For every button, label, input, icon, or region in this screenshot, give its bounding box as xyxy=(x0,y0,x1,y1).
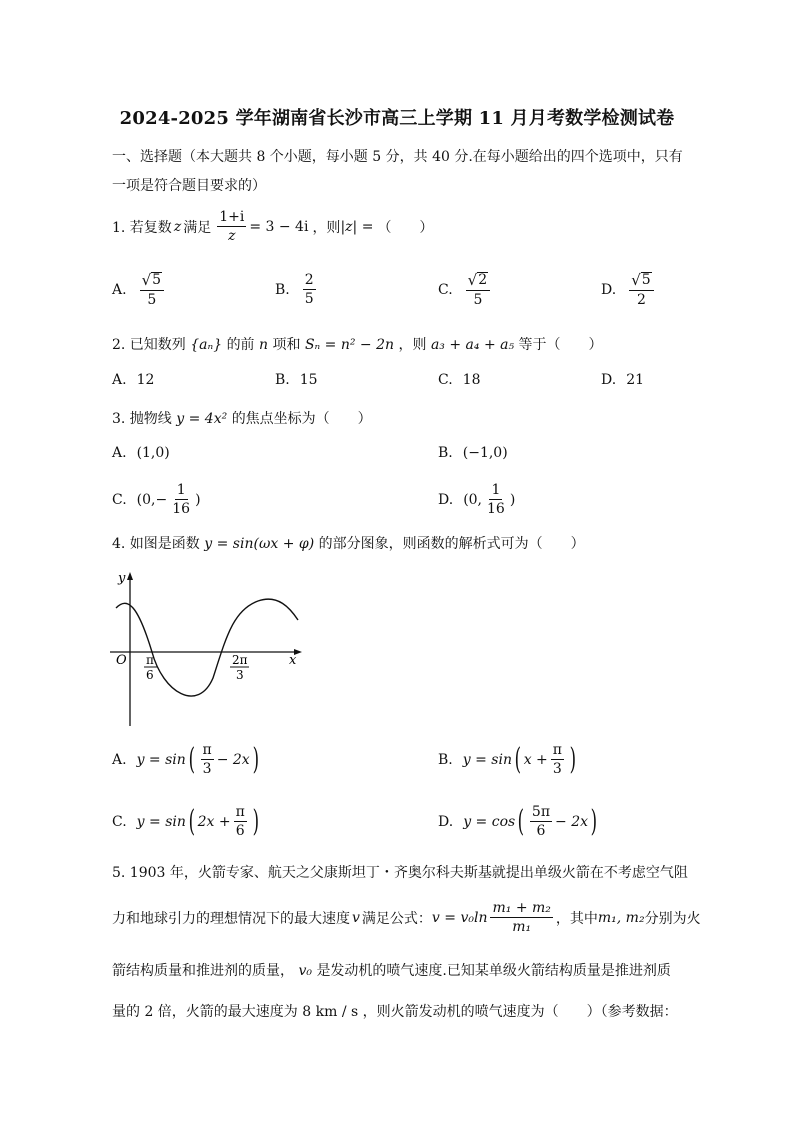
q2-option-a[interactable] xyxy=(112,372,154,388)
frac-num: π xyxy=(202,742,212,758)
q2-end: 等于（ ） xyxy=(518,337,603,353)
frac-den: 6 xyxy=(235,823,245,839)
option-rest: − 2x xyxy=(555,813,588,830)
option-label: C. xyxy=(438,282,453,298)
option-fraction xyxy=(530,804,552,839)
frac-den: 3 xyxy=(202,761,212,777)
q1-var: z xyxy=(173,218,182,235)
section-heading-line2: 一项是符合题目要求的） xyxy=(112,178,266,194)
q1-option-d[interactable] xyxy=(601,272,657,308)
q1-fraction xyxy=(217,209,246,244)
frac-den: m₁ xyxy=(512,919,532,935)
q2-mid2: 项和 xyxy=(272,337,301,353)
q5-line2c: ，其中 xyxy=(555,910,598,927)
option-label: A. xyxy=(112,372,127,388)
frac-den: 5 xyxy=(473,292,483,308)
q5-formula-fraction xyxy=(490,900,552,935)
option-label: B. xyxy=(275,372,290,388)
option-pre: (0,− xyxy=(136,491,168,508)
q2-seq: {aₙ} xyxy=(190,337,223,353)
frac-den: 5 xyxy=(304,291,314,307)
option-rest: x + xyxy=(523,751,548,768)
frac-num: 1 xyxy=(491,482,501,498)
q2-tail: ，则 xyxy=(398,337,427,353)
option-pre: y = cos xyxy=(463,813,516,830)
q2-formula: Sₙ = n² − 2n xyxy=(304,337,395,353)
q5-line2a: 力和地球引力的理想情况下的最大速度 xyxy=(112,910,350,927)
option-label: C. xyxy=(438,372,453,388)
option-post: ) xyxy=(195,491,201,508)
q5-line2 xyxy=(112,900,701,935)
frac-num: 5 xyxy=(641,272,651,288)
frac-num: 2 xyxy=(478,272,488,288)
q1-prefix: 1. 若复数 xyxy=(112,219,172,236)
option-text: 15 xyxy=(299,372,318,388)
q5-v: v xyxy=(352,909,360,926)
frac-den: 5 xyxy=(147,292,157,308)
q4-prefix: 4. 如图是函数 xyxy=(112,536,200,552)
option-pre: (0, xyxy=(463,491,483,508)
tick1-num: π xyxy=(146,653,154,667)
q1-option-c[interactable] xyxy=(438,272,493,308)
q4-option-d[interactable]: D. y = cos ( $\frac{5\pi}{6}$ − 2x ) xyxy=(438,803,598,839)
frac-num: 5π xyxy=(531,804,551,820)
tick2-num: 2π xyxy=(232,653,248,667)
option-post: ) xyxy=(509,491,516,508)
option-fraction xyxy=(170,482,192,517)
q4-sine-graph xyxy=(108,568,308,728)
option-label: A. xyxy=(112,751,127,768)
option-label: D. xyxy=(438,491,454,508)
q5-line3b: 是发动机的喷气速度.已知某单级火箭结构质量是推进剂质 xyxy=(316,963,671,979)
frac-den: 16 xyxy=(172,501,191,517)
q5-line2d: 分别为火 xyxy=(644,910,701,927)
q1-rhs: = 3 − 4i xyxy=(249,218,309,235)
tick1-den: 6 xyxy=(146,668,154,682)
option-label: B. xyxy=(275,281,290,298)
frac-den: 3 xyxy=(552,761,562,777)
frac-num: 2 xyxy=(304,272,314,288)
frac-num: m₁ + m₂ xyxy=(492,900,551,916)
option-text: (1,0) xyxy=(136,445,170,461)
option-fraction xyxy=(551,742,564,777)
frac-num: π xyxy=(235,804,245,820)
q2-prefix: 2. 已知数列 xyxy=(112,337,186,353)
y-axis-label: y xyxy=(118,571,126,586)
q3-prefix: 3. 抛物线 xyxy=(112,411,172,427)
q2-option-d[interactable] xyxy=(601,372,644,388)
q3-option-b[interactable] xyxy=(438,445,508,461)
q1-frac-den: z xyxy=(228,228,236,244)
option-label: B. xyxy=(438,445,453,461)
option-fraction: √ 2 5 xyxy=(466,272,490,308)
question-3 xyxy=(112,408,372,428)
option-fraction: √ 5 2 xyxy=(629,272,653,308)
q3-option-d[interactable] xyxy=(438,482,515,517)
q1-option-a[interactable] xyxy=(112,272,167,308)
q3-option-a[interactable] xyxy=(112,445,170,461)
option-label: B. xyxy=(438,751,453,768)
option-fraction xyxy=(485,482,507,517)
q1-frac-num: 1+i xyxy=(219,209,245,225)
frac-num: 5 xyxy=(152,272,162,288)
q5-line1: 5. 1903 年，火箭专家、航天之父康斯坦丁・齐奥尔科夫斯基就提出单级火箭在不考虑空气阻 xyxy=(112,865,688,881)
option-fraction xyxy=(234,804,247,839)
section-heading-line1: 一、选择题（本大题共 8 个小题，每小题 5 分，共 40 分.在每小题给出的四个选项中，只有 xyxy=(112,149,683,165)
frac-den: 6 xyxy=(536,823,546,839)
y-axis-arrow xyxy=(127,572,133,580)
q4-formula: y = sin(ωx + φ) xyxy=(204,536,315,552)
option-text: 21 xyxy=(626,372,645,388)
option-label: C. xyxy=(112,491,127,508)
q5-v0: v₀ xyxy=(298,963,312,979)
option-text: 12 xyxy=(136,372,155,388)
q5-line4b: ，则火箭发动机的喷气速度为（ ）（参考数据： xyxy=(362,1004,678,1020)
q5-formula-pre: v = v₀ln xyxy=(431,909,488,926)
option-text: (−1,0) xyxy=(462,445,508,461)
tick2-den: 3 xyxy=(236,668,244,682)
q5-line4 xyxy=(112,1001,678,1021)
q5-line3a: 箭结构质量和推进剂的质量， xyxy=(112,963,294,979)
option-label: A. xyxy=(112,282,127,298)
q2-option-c[interactable] xyxy=(438,372,481,388)
q5-line4a: 量的 2 倍，火箭的最大速度为 xyxy=(112,1004,298,1020)
option-label: D. xyxy=(601,372,617,388)
option-pre: y = sin xyxy=(462,751,512,768)
x-axis-label: x xyxy=(289,653,297,668)
q3-option-c[interactable] xyxy=(112,482,201,517)
option-label: A. xyxy=(112,445,127,461)
origin-label: O xyxy=(116,653,127,668)
q3-formula: y = 4x² xyxy=(176,411,228,427)
q2-option-b[interactable] xyxy=(275,372,318,388)
frac-den: 2 xyxy=(636,292,646,308)
question-2 xyxy=(112,334,603,354)
option-pre: y = sin xyxy=(136,813,186,830)
sine-curve xyxy=(116,599,298,696)
q5-line2b: 满足公式： xyxy=(361,910,432,927)
option-fraction xyxy=(201,742,214,777)
option-fraction xyxy=(303,272,316,307)
frac-num: π xyxy=(552,742,562,758)
q5-masses: m₁, m₂ xyxy=(597,909,645,926)
q5-line3 xyxy=(112,960,671,980)
question-4 xyxy=(112,533,585,553)
option-label: C. xyxy=(112,813,127,830)
frac-den: 16 xyxy=(487,501,505,517)
q2-mid: 的前 xyxy=(226,337,255,353)
option-label: D. xyxy=(438,813,454,830)
q2-n: n xyxy=(259,337,269,353)
q4-option-c[interactable]: C. y = sin ( 2x + $\frac{\pi}{6}$ ) xyxy=(112,803,259,839)
q1-option-b[interactable] xyxy=(275,272,319,307)
q1-abs: |z| = xyxy=(340,218,374,235)
option-label: D. xyxy=(601,282,617,298)
question-1 xyxy=(112,209,433,244)
page-title: 2024-2025 学年湖南省长沙市高三上学期 11 月月考数学检测试卷 xyxy=(119,108,675,129)
q4-option-a[interactable]: A. y = sin ( $\frac{\pi}{3}$ − 2x ) xyxy=(112,741,259,777)
q4-option-b[interactable]: B. y = sin ( x + $\frac{\pi}{3}$ ) xyxy=(438,741,577,777)
q3-tail: 的焦点坐标为（ ） xyxy=(231,411,372,427)
q1-blank: （ ） xyxy=(377,219,434,236)
option-text: 18 xyxy=(462,372,481,388)
q5-speed: 8 km / s xyxy=(302,1004,359,1020)
option-pre: y = sin xyxy=(136,751,186,768)
option-rest: − 2x xyxy=(216,751,250,768)
q4-tail: 的部分图象，则函数的解析式可为（ ） xyxy=(318,536,585,552)
frac-num: 1 xyxy=(176,482,186,498)
q1-tail: ，则 xyxy=(312,219,341,236)
q1-mid: 满足 xyxy=(183,219,212,236)
option-rest: 2x + xyxy=(197,813,231,830)
option-fraction: √ 5 5 xyxy=(140,272,164,308)
q2-sum: a₃ + a₄ + a₅ xyxy=(430,337,515,353)
